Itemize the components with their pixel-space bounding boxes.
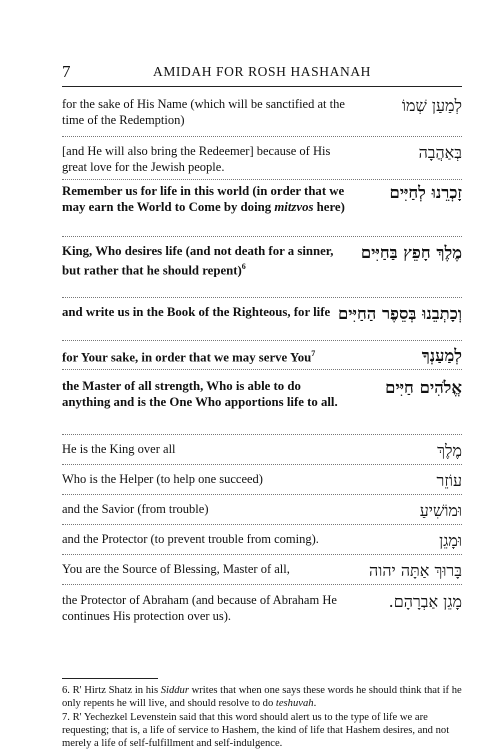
english-translation: You are the Source of Blessing, Master of all, bbox=[62, 562, 290, 576]
english-text: Remember us for life in this world (in order that we may earn the World to Come by doing bbox=[62, 184, 345, 214]
entry-row bbox=[62, 592, 462, 626]
row-separator bbox=[62, 584, 462, 585]
hebrew-phrase: בְּאַהֲבָה bbox=[418, 143, 462, 162]
hebrew-phrase: וְכָתְבֵנוּ בְּסֵפֶר הַחַיִּים bbox=[338, 304, 462, 323]
page-number: 7 bbox=[62, 62, 71, 81]
footnote-text: writes that when one says these words he should think that if he only repents he will live, and should resolve to do bbox=[62, 685, 462, 709]
row-separator bbox=[62, 434, 462, 435]
hebrew-phrase: עוֹזֵר bbox=[436, 471, 462, 490]
page-header bbox=[62, 62, 462, 84]
english-translation: Who is the Helper (to help one succeed) bbox=[62, 472, 263, 486]
english-translation: [and He will also bring the Redeemer] because of His great love for the Jewish people. bbox=[62, 144, 331, 174]
english-translation: and write us in the Book of the Righteous, for life bbox=[62, 305, 331, 319]
entry-row bbox=[62, 531, 462, 551]
row-separator bbox=[62, 369, 462, 370]
entry-row bbox=[62, 143, 462, 177]
row-separator bbox=[62, 494, 462, 495]
footnote-marker: 6 bbox=[241, 262, 246, 271]
footnote: 7. R' Yechezkel Levenstein said that this word should alert us to the type of life we are requesting; that is, a life of service to Hashem, the kind of life that Hashem desires, and not merely a life of self-fulfillment and self-indulgence. bbox=[62, 712, 450, 749]
header-rule bbox=[62, 86, 462, 87]
english-translation bbox=[62, 243, 352, 278]
footnote-marker: 7 bbox=[311, 349, 316, 358]
footnote-rule bbox=[62, 678, 158, 679]
english-translation: and the Savior (from trouble) bbox=[62, 502, 209, 516]
english-text: King, Who desires life (and not death for a sinner, but rather that he should repent) bbox=[62, 244, 334, 278]
english-translation bbox=[62, 183, 352, 215]
entry-row bbox=[62, 378, 462, 428]
footnote bbox=[62, 684, 462, 710]
hebrew-phrase: מָגֵן אַבְרָהָם. bbox=[388, 592, 462, 611]
entry-row bbox=[62, 441, 462, 461]
footnote-text: 6. R' Hirtz Shatz in his bbox=[62, 685, 161, 696]
row-separator bbox=[62, 554, 462, 555]
footnote-text: . bbox=[313, 698, 317, 709]
entry-row bbox=[62, 96, 462, 130]
hebrew-phrase: אֱלֹהִים חַיִּים bbox=[385, 378, 462, 397]
english-italic: mitzvos bbox=[274, 200, 314, 214]
hebrew-phrase: מֶלֶךְ bbox=[437, 441, 462, 460]
english-text: here) bbox=[313, 200, 345, 214]
entry-row bbox=[62, 471, 462, 491]
footnote-italic: Siddur bbox=[160, 685, 189, 696]
entry-row bbox=[62, 561, 462, 581]
hebrew-phrase: בָּרוּךְ אַתָּה יהוה bbox=[369, 561, 462, 580]
english-text: for Your sake, in order that we may serve You bbox=[62, 350, 312, 365]
english-translation: for the sake of His Name (which will be sanctified at the time of the Redemption) bbox=[62, 97, 345, 127]
english-translation: the Protector of Abraham (and because of Abraham He continues His protection over us). bbox=[62, 593, 337, 623]
running-title: AMIDAH FOR ROSH HASHANAH bbox=[152, 64, 372, 79]
row-separator bbox=[62, 524, 462, 525]
entry-row bbox=[62, 183, 462, 233]
row-separator bbox=[62, 340, 462, 341]
row-separator bbox=[62, 236, 462, 237]
hebrew-phrase: מֶלֶךְ חָפֵץ בַּחַיִּים bbox=[360, 243, 462, 262]
english-translation: the Master of all strength, Who is able to do anything and is the One Who apportions life to all. bbox=[62, 379, 338, 409]
row-separator bbox=[62, 136, 462, 137]
footnote-italic: teshuvah bbox=[275, 698, 314, 709]
hebrew-phrase: לְמַעַנְךָ bbox=[421, 346, 462, 365]
english-translation: and the Protector (to prevent trouble from coming). bbox=[62, 532, 319, 546]
english-translation: He is the King over all bbox=[62, 442, 176, 456]
english-translation bbox=[62, 346, 362, 365]
row-separator bbox=[62, 464, 462, 465]
hebrew-phrase: וּמָגֵן bbox=[439, 531, 462, 550]
hebrew-phrase: זָכְרֵנוּ לְחַיִּים bbox=[389, 183, 462, 202]
hebrew-phrase: לְמַעַן שְׁמוֹ bbox=[401, 96, 462, 115]
row-separator bbox=[62, 179, 462, 180]
row-separator bbox=[62, 297, 462, 298]
entry-row bbox=[62, 304, 462, 338]
hebrew-phrase: וּמוֹשִׁיעַ bbox=[419, 501, 462, 520]
entry-row bbox=[62, 501, 462, 521]
entry-row bbox=[62, 346, 462, 366]
entry-row bbox=[62, 243, 462, 293]
